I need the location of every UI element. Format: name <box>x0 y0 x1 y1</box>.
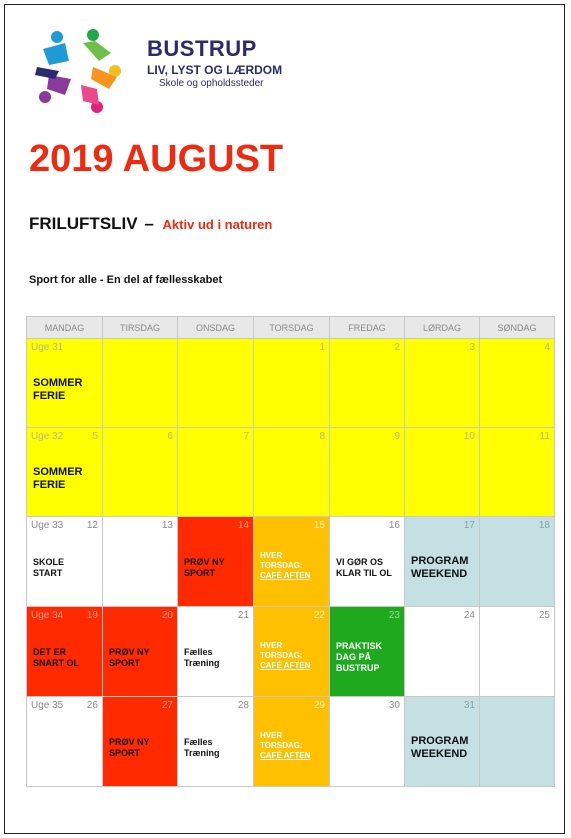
week-row <box>27 517 555 607</box>
week-label: Uge 34 <box>31 610 64 621</box>
day-cell[interactable] <box>103 517 178 607</box>
day-cell[interactable] <box>103 607 178 697</box>
day-cell[interactable] <box>27 339 103 428</box>
day-cell[interactable] <box>480 428 555 517</box>
day-number: 16 <box>388 520 400 531</box>
day-number: 12 <box>86 520 98 531</box>
day-cell[interactable] <box>330 339 405 428</box>
event-vi-goer-os-klar: VI GØR OS KLAR TIL OL <box>336 557 392 578</box>
day-number: 3 <box>469 342 475 353</box>
day-cell[interactable] <box>480 607 555 697</box>
day-cell[interactable] <box>254 517 330 607</box>
week-label: Uge 31 <box>31 342 64 353</box>
week-row <box>27 697 555 787</box>
day-cell[interactable] <box>27 607 103 697</box>
brand-tagline: LIV, LYST OG LÆRDOM <box>147 63 283 77</box>
weekday-header: LØRDAG <box>405 317 480 339</box>
event-program-weekend: PROGRAM WEEKEND <box>411 555 469 580</box>
day-number: 24 <box>463 610 475 621</box>
cafe-aften-link[interactable]: CAFÉ AFTEN <box>260 571 311 580</box>
day-cell[interactable] <box>178 607 254 697</box>
day-cell[interactable] <box>103 697 178 787</box>
day-cell[interactable] <box>178 697 254 787</box>
day-number: 8 <box>319 431 325 442</box>
week-label: Uge 32 <box>31 431 64 442</box>
weekday-header-row <box>27 317 555 339</box>
weekday-header: ONSDAG <box>178 317 254 339</box>
calendar-table <box>26 316 555 787</box>
day-cell[interactable] <box>330 517 405 607</box>
day-number: 26 <box>86 700 98 711</box>
day-number: 27 <box>161 700 173 711</box>
day-cell[interactable] <box>330 697 405 787</box>
theme-dash: – <box>144 214 154 233</box>
theme-heading <box>29 213 272 236</box>
weekday-header: TIRSDAG <box>103 317 178 339</box>
people-logo-icon <box>35 27 140 117</box>
day-number: 28 <box>237 700 249 711</box>
day-cell[interactable] <box>405 339 480 428</box>
day-cell[interactable] <box>103 339 178 428</box>
brand-subtitle: Skole og opholdssteder <box>159 78 264 89</box>
day-cell[interactable] <box>27 697 103 787</box>
day-number: 13 <box>161 520 173 531</box>
day-number: 4 <box>544 342 550 353</box>
day-cell[interactable] <box>480 697 555 787</box>
day-number: 21 <box>237 610 249 621</box>
brand-block <box>147 37 282 90</box>
event-skole-start: SKOLE START <box>33 557 65 578</box>
theme-accent: Aktiv ud i naturen <box>162 217 273 232</box>
day-number: 9 <box>394 431 400 442</box>
day-number: 10 <box>463 431 475 442</box>
day-number: 29 <box>313 700 325 711</box>
day-cell[interactable] <box>254 697 330 787</box>
day-number: 17 <box>463 520 475 531</box>
event-proev-ny-sport: PRØV NY SPORT <box>109 647 150 668</box>
day-cell[interactable] <box>480 339 555 428</box>
week-row <box>27 607 555 697</box>
event-praktisk-dag: PRAKTISK DAG PÅ BUSTRUP <box>336 641 383 673</box>
day-number: 2 <box>394 342 400 353</box>
day-cell[interactable] <box>480 517 555 607</box>
day-number: 7 <box>243 431 249 442</box>
day-number: 15 <box>313 520 325 531</box>
day-cell[interactable] <box>330 607 405 697</box>
day-number: 23 <box>388 610 400 621</box>
day-cell[interactable] <box>405 697 480 787</box>
event-sommer-ferie: SOMMER FERIE <box>33 377 83 402</box>
week-label: Uge 35 <box>31 700 64 711</box>
week-row <box>27 428 555 517</box>
day-number: 22 <box>313 610 325 621</box>
tagline: Sport for alle - En del af fællesskabet <box>29 274 223 286</box>
bustrup-logo <box>35 27 295 117</box>
day-number: 31 <box>463 700 475 711</box>
event-hver-torsdag: HVER TORSDAG: CAFÉ AFTEN <box>260 731 311 760</box>
event-program-weekend: PROGRAM WEEKEND <box>411 735 469 760</box>
cafe-aften-link[interactable]: CAFÉ AFTEN <box>260 661 311 670</box>
day-cell[interactable] <box>178 339 254 428</box>
day-cell[interactable] <box>27 428 103 517</box>
day-cell[interactable] <box>178 517 254 607</box>
day-cell[interactable] <box>178 428 254 517</box>
day-number: 20 <box>161 610 173 621</box>
day-cell[interactable] <box>330 428 405 517</box>
event-faelles-traening: Fælles Træning <box>184 737 220 758</box>
week-label: Uge 33 <box>31 520 64 531</box>
day-cell[interactable] <box>103 428 178 517</box>
day-number: 19 <box>86 610 98 621</box>
cafe-aften-link[interactable]: CAFÉ AFTEN <box>260 751 311 760</box>
day-cell[interactable] <box>405 607 480 697</box>
event-hver-torsdag: HVER TORSDAG: CAFÉ AFTEN <box>260 551 311 580</box>
event-proev-ny-sport: PRØV NY SPORT <box>184 557 225 578</box>
day-number: 30 <box>388 700 400 711</box>
day-cell[interactable] <box>27 517 103 607</box>
day-number: 25 <box>538 610 550 621</box>
day-cell[interactable] <box>405 428 480 517</box>
day-cell[interactable] <box>254 339 330 428</box>
theme-title: FRILUFTSLIV <box>29 214 138 233</box>
weekday-header: TORSDAG <box>254 317 330 339</box>
page-title: 2019 AUGUST <box>29 138 284 180</box>
day-cell[interactable] <box>405 517 480 607</box>
weekday-header: SØNDAG <box>480 317 555 339</box>
brand-name: BUSTRUP <box>147 36 257 61</box>
event-proev-ny-sport: PRØV NY SPORT <box>109 737 150 758</box>
day-number: 18 <box>538 520 550 531</box>
day-number: 11 <box>539 431 550 442</box>
event-det-er-snart-ol: DET ER SNART OL <box>33 647 79 668</box>
day-number: 6 <box>167 431 173 442</box>
event-faelles-traening: Fælles Træning <box>184 647 220 668</box>
day-number: 1 <box>319 342 325 353</box>
day-cell[interactable] <box>254 428 330 517</box>
day-number: 5 <box>92 431 98 442</box>
event-hver-torsdag: HVER TORSDAG: CAFÉ AFTEN <box>260 641 311 670</box>
event-sommer-ferie: SOMMER FERIE <box>33 466 83 491</box>
day-cell[interactable] <box>254 607 330 697</box>
weekday-header: FREDAG <box>330 317 405 339</box>
week-row <box>27 339 555 428</box>
day-number: 14 <box>237 520 249 531</box>
weekday-header: MANDAG <box>27 317 103 339</box>
